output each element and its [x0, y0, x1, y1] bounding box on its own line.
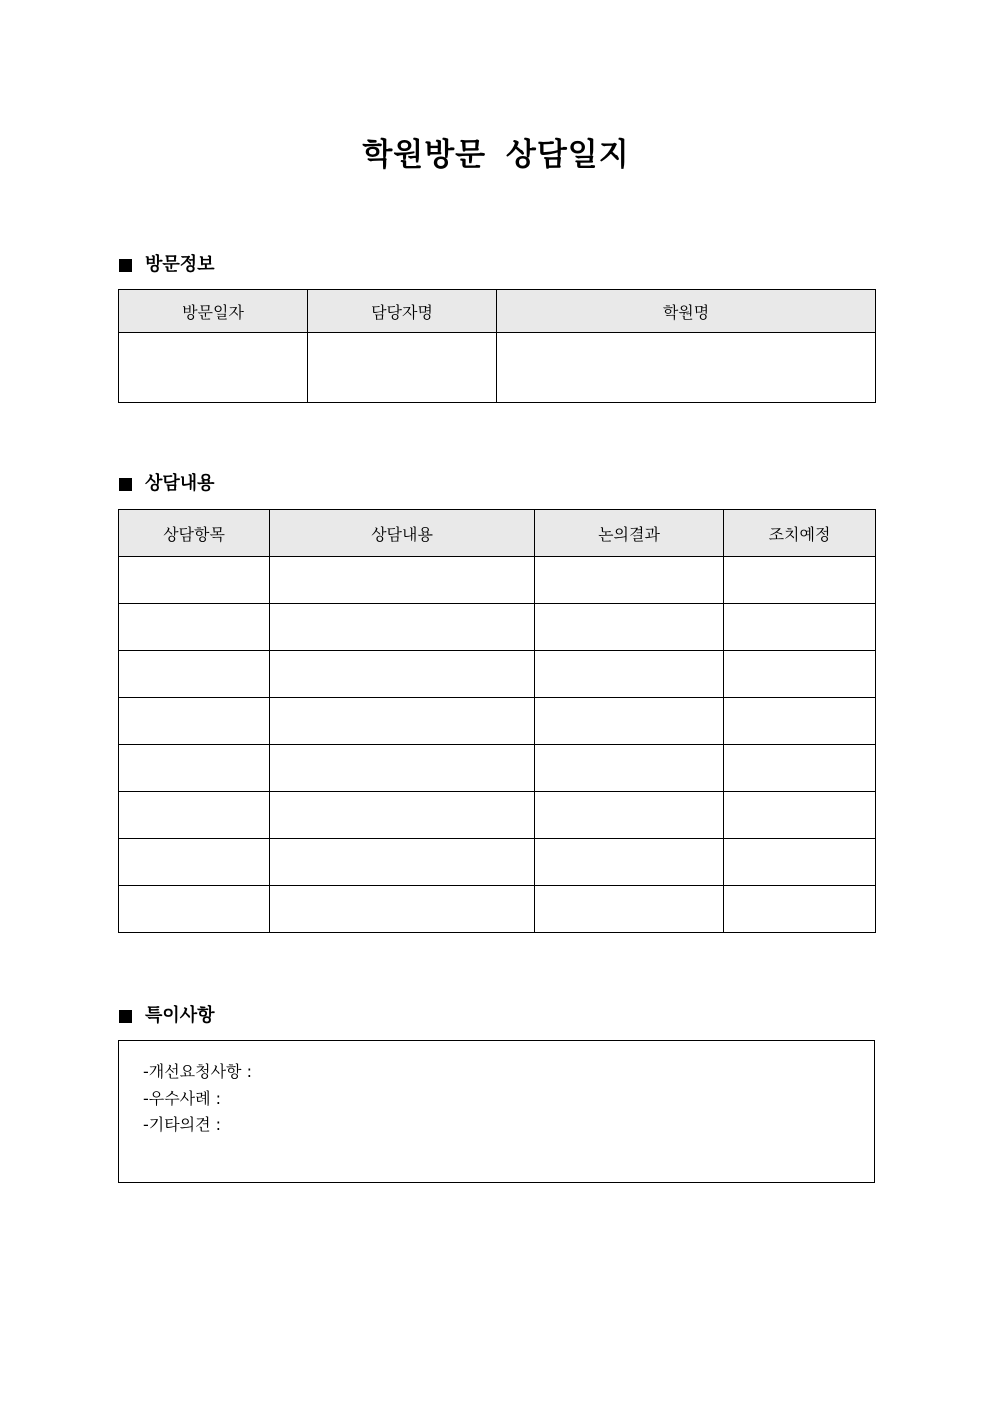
table-row	[119, 651, 876, 698]
planned-action-cell[interactable]	[724, 698, 876, 745]
discussion-result-cell[interactable]	[535, 745, 724, 792]
square-bullet-icon	[119, 1010, 132, 1023]
remarks-box[interactable]	[118, 1040, 875, 1183]
consultation-heading	[119, 471, 215, 497]
consult-content-cell[interactable]	[270, 792, 535, 839]
visit-date-cell[interactable]	[119, 333, 308, 403]
visit-info-table	[118, 289, 876, 403]
planned-action-cell[interactable]	[724, 651, 876, 698]
table-row	[119, 557, 876, 604]
consult-content-cell[interactable]	[270, 604, 535, 651]
discussion-result-cell[interactable]	[535, 651, 724, 698]
table-row	[119, 886, 876, 933]
consult-item-cell[interactable]	[119, 604, 270, 651]
visit-info-heading	[119, 252, 215, 278]
remarks-heading	[119, 1003, 215, 1029]
consult-item-header: 상담항목	[119, 510, 270, 557]
consult-item-cell[interactable]	[119, 651, 270, 698]
planned-action-cell[interactable]	[724, 792, 876, 839]
square-bullet-icon	[119, 478, 132, 491]
consult-content-cell[interactable]	[270, 557, 535, 604]
planned-action-cell[interactable]	[724, 886, 876, 933]
discussion-result-cell[interactable]	[535, 886, 724, 933]
discussion-result-cell[interactable]	[535, 604, 724, 651]
visit-date-header: 방문일자	[119, 290, 308, 333]
table-row	[119, 745, 876, 792]
improvement-request-line: -개선요청사항 :	[143, 1062, 252, 1081]
consult-content-header: 상담내용	[270, 510, 535, 557]
consult-item-cell[interactable]	[119, 698, 270, 745]
planned-action-cell[interactable]	[724, 745, 876, 792]
consult-content-cell[interactable]	[270, 651, 535, 698]
planned-action-cell[interactable]	[724, 557, 876, 604]
discussion-result-cell[interactable]	[535, 792, 724, 839]
consultation-table	[118, 509, 876, 933]
visit-info-heading-text: 방문정보	[145, 254, 215, 275]
consultation-heading-text: 상담내용	[145, 473, 215, 494]
consult-item-cell[interactable]	[119, 792, 270, 839]
consult-content-cell[interactable]	[270, 745, 535, 792]
consult-item-cell[interactable]	[119, 886, 270, 933]
consult-item-cell[interactable]	[119, 839, 270, 886]
visit-info-header-row	[119, 290, 876, 333]
table-row	[119, 792, 876, 839]
table-row	[119, 839, 876, 886]
table-row	[119, 604, 876, 651]
staff-name-header: 담당자명	[308, 290, 497, 333]
other-opinion-line: -기타의견 :	[143, 1115, 222, 1134]
best-practice-line: -우수사례 :	[143, 1089, 222, 1108]
document-title: 학원방문 상담일지	[362, 137, 630, 173]
square-bullet-icon	[119, 259, 132, 272]
planned-action-cell[interactable]	[724, 604, 876, 651]
table-row	[119, 698, 876, 745]
consultation-header-row	[119, 510, 876, 557]
planned-action-cell[interactable]	[724, 839, 876, 886]
discussion-result-cell[interactable]	[535, 839, 724, 886]
academy-name-header: 학원명	[497, 290, 876, 333]
consult-content-cell[interactable]	[270, 886, 535, 933]
visit-info-row	[119, 333, 876, 403]
academy-name-cell[interactable]	[497, 333, 876, 403]
consult-content-cell[interactable]	[270, 698, 535, 745]
discussion-result-cell[interactable]	[535, 557, 724, 604]
remarks-heading-text: 특이사항	[145, 1005, 215, 1026]
staff-name-cell[interactable]	[308, 333, 497, 403]
discussion-result-header: 논의결과	[535, 510, 724, 557]
consult-content-cell[interactable]	[270, 839, 535, 886]
discussion-result-cell[interactable]	[535, 698, 724, 745]
consult-item-cell[interactable]	[119, 557, 270, 604]
planned-action-header: 조치예정	[724, 510, 876, 557]
consult-item-cell[interactable]	[119, 745, 270, 792]
